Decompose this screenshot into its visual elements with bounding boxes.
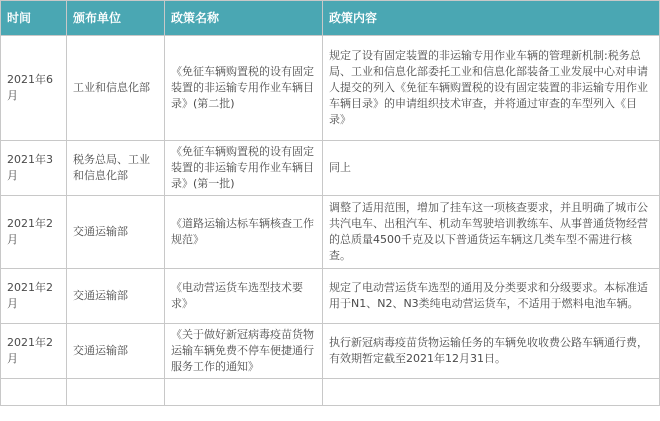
cell-date: 2021年3月 — [1, 141, 67, 196]
cell-empty — [323, 379, 660, 406]
cell-empty — [67, 379, 165, 406]
cell-policy-name: 《免征车辆购置税的设有固定装置的非运输专用作业车辆目录》(第一批) — [165, 141, 323, 196]
cell-empty — [1, 379, 67, 406]
table-row — [1, 36, 660, 141]
cell-policy-name: 《免征车辆购置税的设有固定装置的非运输专用作业车辆目录》(第二批) — [165, 36, 323, 141]
table-row — [1, 141, 660, 196]
table-row — [1, 269, 660, 324]
table-row — [1, 324, 660, 379]
cell-policy-content: 规定了电动营运货车选型的通用及分类要求和分级要求。本标准适用于N1、N2、N3类纯电动营运货车，不适用于燃料电池车辆。 — [323, 269, 660, 324]
header-unit: 颁布单位 — [67, 1, 165, 36]
cell-unit: 交通运输部 — [67, 196, 165, 269]
table-header-row — [1, 1, 660, 36]
cell-date: 2021年2月 — [1, 196, 67, 269]
cell-unit: 税务总局、工业和信息化部 — [67, 141, 165, 196]
cell-policy-content: 同上 — [323, 141, 660, 196]
header-content: 政策内容 — [323, 1, 660, 36]
cell-policy-content: 调整了适用范围，增加了挂车这一项核查要求，并且明确了城市公共汽电车、出租汽车、机动车驾驶培训教练车、从事普通货物经营的总质量4500千克及以下普通货运车辆这几类车型不需进行核查。 — [323, 196, 660, 269]
cell-policy-content: 执行新冠病毒疫苗货物运输任务的车辆免收收费公路车辆通行费，有效期暂定截至2021年12月31日。 — [323, 324, 660, 379]
header-date: 时间 — [1, 1, 67, 36]
cell-date: 2021年6月 — [1, 36, 67, 141]
cell-policy-name: 《道路运输达标车辆核查工作规范》 — [165, 196, 323, 269]
cell-unit: 工业和信息化部 — [67, 36, 165, 141]
cell-policy-name: 《关于做好新冠病毒疫苗货物运输车辆免费不停车便捷通行服务工作的通知》 — [165, 324, 323, 379]
cell-unit: 交通运输部 — [67, 324, 165, 379]
cell-date: 2021年2月 — [1, 269, 67, 324]
header-name: 政策名称 — [165, 1, 323, 36]
cell-policy-content: 规定了设有固定装置的非运输专用作业车辆的管理新机制:税务总局、工业和信息化部委托工业和信息化部装备工业发展中心对申请人提交的列入《免征车辆购置税的设有固定装置的非运输专用作业车辆目录》的申请组织技术审查，并将通过审查的车型列入《目录》 — [323, 36, 660, 141]
cell-unit: 交通运输部 — [67, 269, 165, 324]
cell-policy-name: 《电动营运货车选型技术要求》 — [165, 269, 323, 324]
table-row — [1, 196, 660, 269]
cell-empty — [165, 379, 323, 406]
cell-date: 2021年2月 — [1, 324, 67, 379]
table-row-partial — [1, 379, 660, 406]
